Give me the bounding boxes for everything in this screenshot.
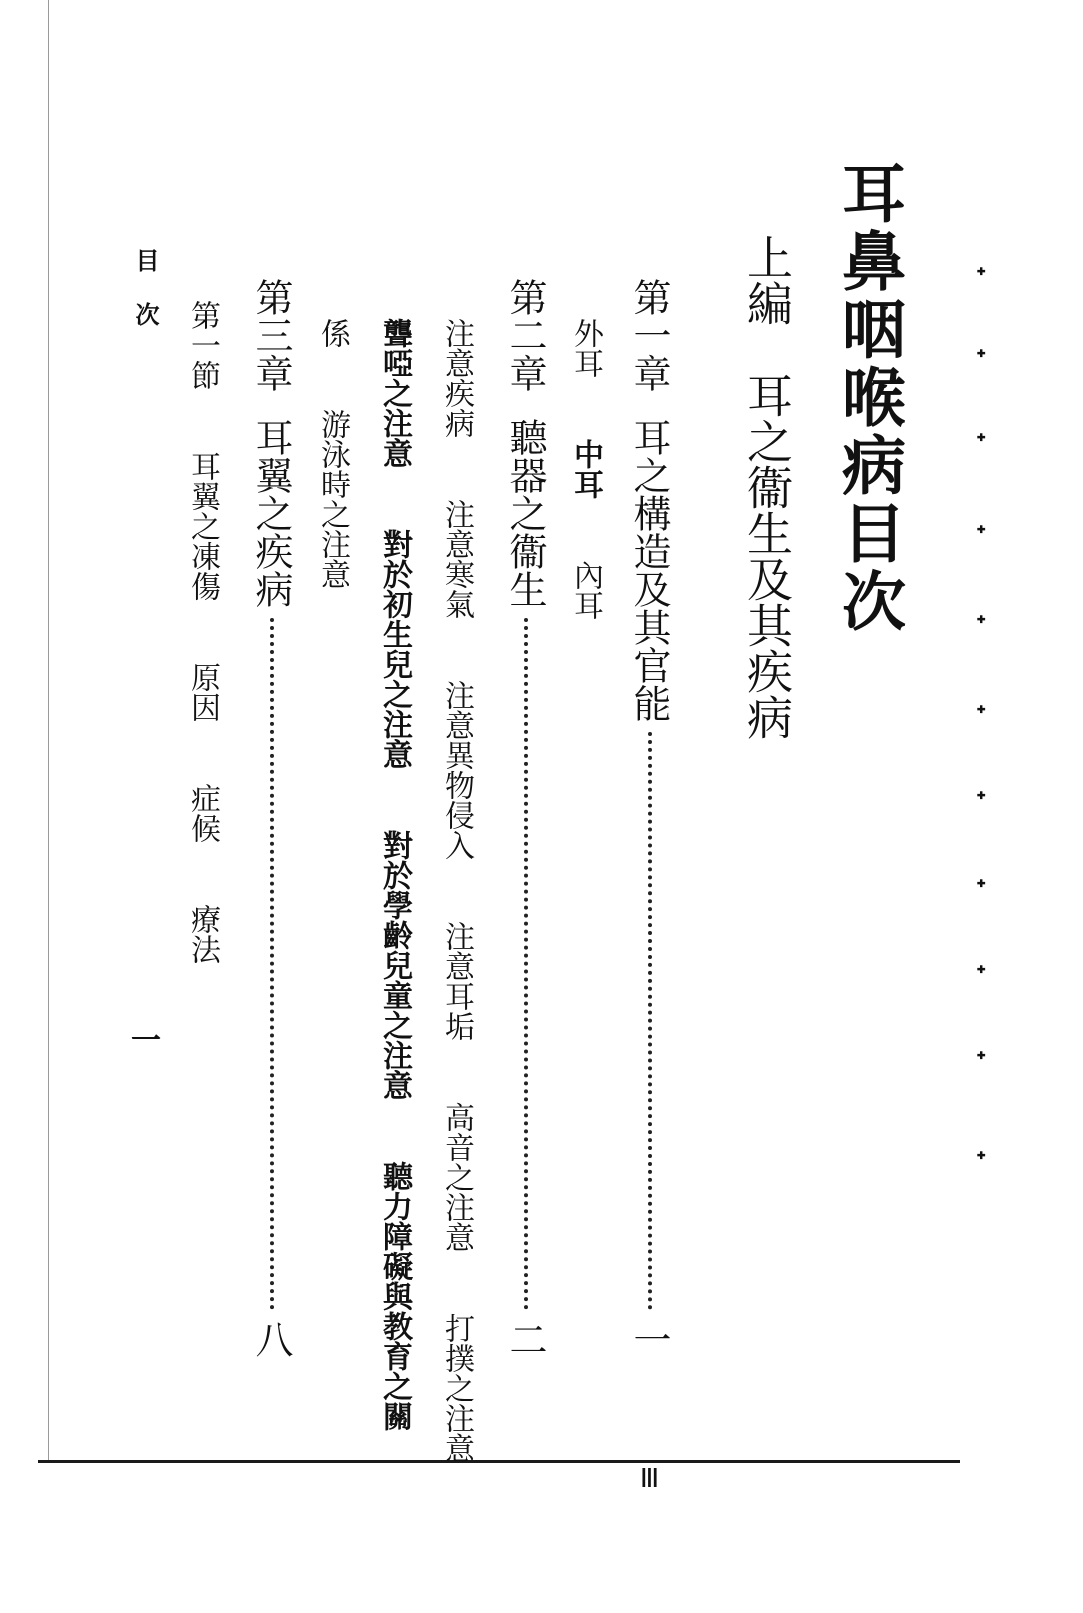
subtopic: 對於初生兒之注意 [377, 529, 412, 769]
subtopic: 對於學齡兒童之注意 [377, 830, 412, 1100]
binding-stub: ǀǀǀ [640, 1464, 658, 1494]
subtopic: 游泳時之注意 [315, 409, 350, 589]
toc-chapter-1[interactable] [622, 278, 677, 1358]
section-topic: 原因 [185, 662, 220, 722]
chapter-2-leader [524, 618, 528, 1310]
chapter-1-subtopics [563, 318, 607, 620]
bottom-rule [38, 1460, 960, 1463]
subtopic: 中耳 [568, 439, 603, 499]
toc-chapter-3[interactable] [244, 278, 299, 1358]
subtopic: 注意疾病 [439, 318, 474, 438]
subtopic: 內耳 [568, 560, 603, 620]
toc-chapter-2[interactable] [498, 278, 553, 1358]
part-heading: 上編 耳之衞生及其疾病 [740, 234, 794, 740]
subtopic: 外耳 [568, 318, 603, 378]
subtopic: 聽力障礙與教育之關 [377, 1161, 412, 1431]
page-number: 一 [125, 1024, 160, 1054]
chapter-3-leader [270, 618, 274, 1310]
subtopic: 打撲之注意 [439, 1313, 474, 1463]
chapter-2-title: 聽器之衞生 [503, 418, 547, 608]
chapter-2-subtopics-line-1 [434, 318, 478, 1463]
chapter-3-title: 耳翼之疾病 [249, 418, 293, 608]
chapter-2-page: 二 [503, 1320, 547, 1358]
chapter-1-page: 一 [627, 1320, 671, 1358]
running-head: 目次 [131, 248, 160, 356]
section-topic: 耳翼之凍傷 [185, 451, 220, 601]
subtopic: 係 [315, 318, 350, 348]
section-label: 第一節 [185, 300, 220, 390]
chapter-1-label: 第一章 [627, 278, 671, 392]
section-1 [180, 300, 224, 964]
binding-marks: ᐩ ᐩ ᐩ ᐩ ᐩ ᐩ ᐩ ᐩ ᐩ ᐩ ᐩ [975, 262, 987, 1176]
section-topic: 療法 [185, 904, 220, 964]
subtopic: 注意異物侵入 [439, 680, 474, 860]
chapter-2-subtopics-line-2 [372, 318, 416, 1431]
page-title: 耳鼻咽喉病目次 [831, 160, 906, 636]
chapter-3-page: 八 [249, 1320, 293, 1358]
subtopic: 高音之注意 [439, 1102, 474, 1252]
chapter-3-label: 第三章 [249, 278, 293, 392]
chapter-2-subtopics-line-3 [310, 318, 354, 589]
chapter-1-title: 耳之構造及其官能 [627, 418, 671, 722]
page-edge [48, 0, 49, 1460]
subtopic: 注意寒氣 [439, 499, 474, 619]
chapter-2-label: 第二章 [503, 278, 547, 392]
section-topic: 症候 [185, 783, 220, 843]
subtopic: 聾啞之注意 [377, 318, 412, 468]
chapter-1-leader [648, 732, 652, 1310]
subtopic: 注意耳垢 [439, 921, 474, 1041]
